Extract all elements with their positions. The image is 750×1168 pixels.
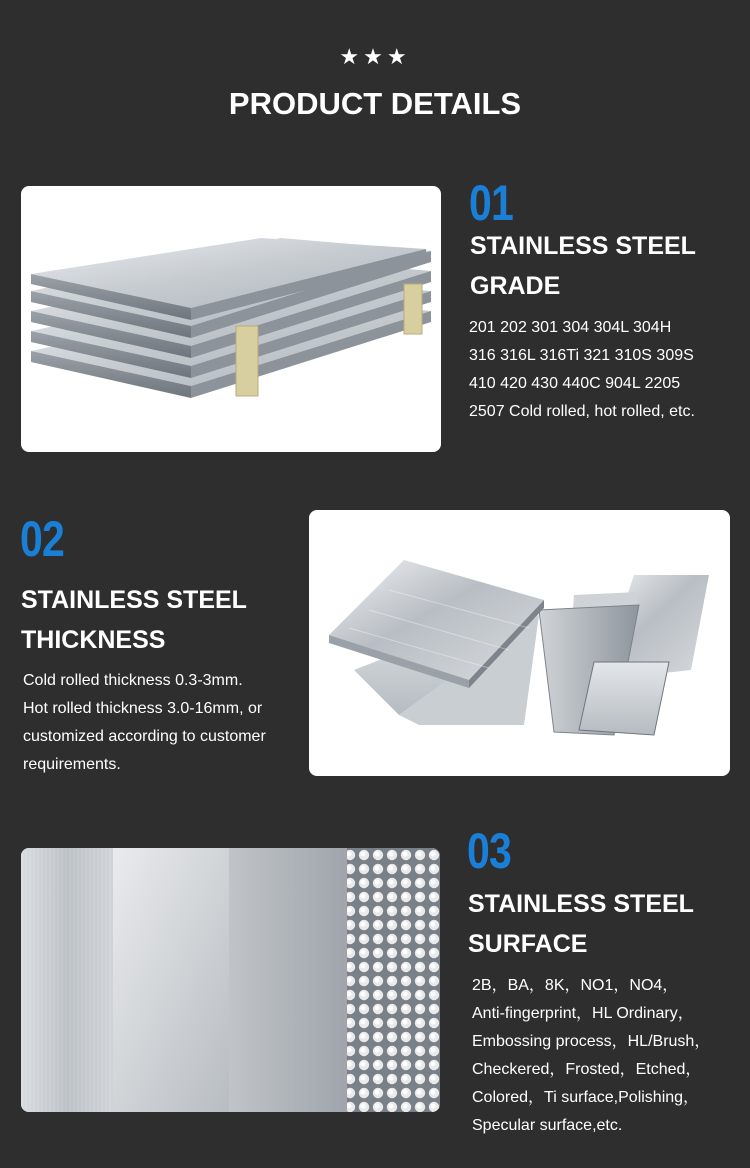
thickness-line: customized according to customer [23,728,266,745]
surface-line: Anti-fingerprint，HL Ordinary， [472,1005,694,1022]
section-heading-thickness-line2: THICKNESS [21,626,166,654]
grade-line: 410 420 430 440C 904L 2205 [469,375,681,392]
thickness-line: Hot rolled thickness 3.0-16mm, or [23,700,263,717]
decorative-stars-icon: ★★★ [339,44,411,69]
section-heading-grade-line1: STAINLESS STEEL [470,232,696,260]
steel-sheets-image [309,510,730,776]
steel-surface-finishes-image [21,848,440,1112]
thickness-line: Cold rolled thickness 0.3-3mm. [23,672,243,689]
grade-line: 201 202 301 304 304L 304H [469,319,672,336]
surface-line: Checkered，Frosted，Etched， [472,1061,702,1078]
section-number-01: 01 [469,175,513,231]
surface-line: Specular surface,etc. [472,1117,623,1134]
thickness-description [23,667,298,779]
thickness-line: requirements. [23,756,121,773]
grade-description [469,314,739,426]
section-heading-thickness-line1: STAINLESS STEEL [21,586,247,614]
section-heading-surface-line1: STAINLESS STEEL [468,890,694,918]
grade-line: 316 316L 316Ti 321 310S 309S [469,347,694,364]
page-title: PRODUCT DETAILS [228,86,522,121]
grade-line: 2507 Cold rolled, hot rolled, etc. [469,403,695,420]
section-heading-surface-line2: SURFACE [468,930,588,958]
surface-line: Colored，Ti surface,Polishing， [472,1089,700,1106]
section-number-02: 02 [20,511,64,567]
surface-line: Embossing process，HL/Brush， [472,1033,711,1050]
surface-line: 2B，BA，8K，NO1，NO4， [472,977,679,994]
surface-description [472,972,742,1140]
section-number-03: 03 [467,823,511,879]
section-heading-grade-line2: GRADE [470,272,561,300]
stacked-steel-plates-image [21,186,441,452]
